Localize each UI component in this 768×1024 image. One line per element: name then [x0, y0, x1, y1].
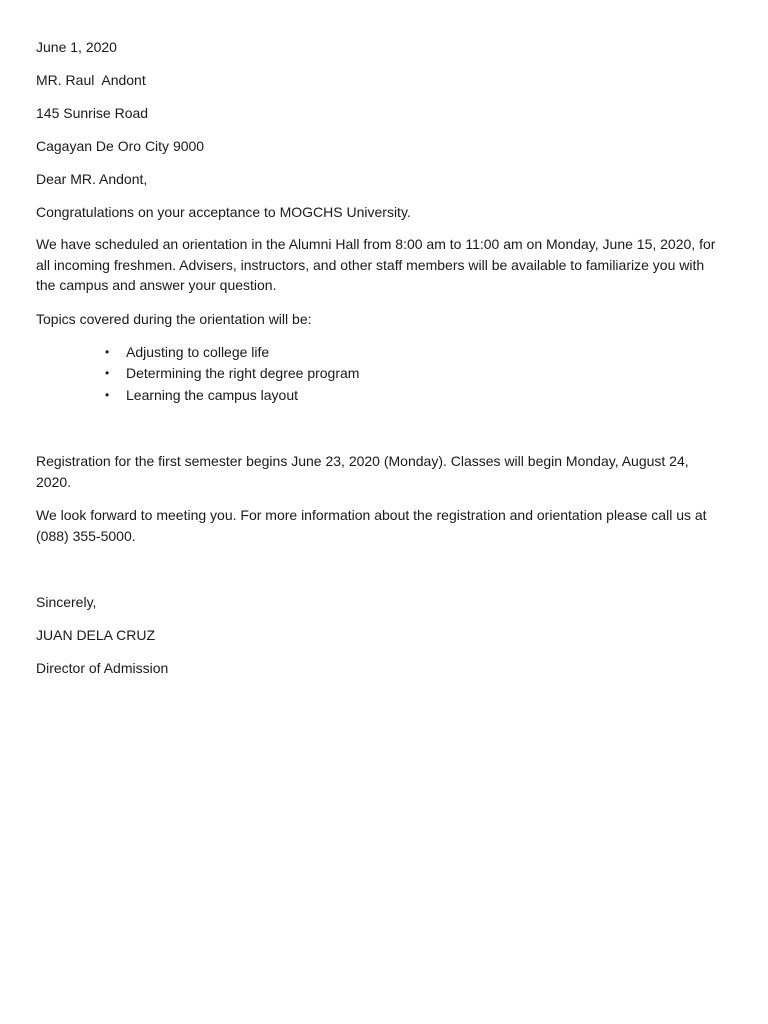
topics-list: [36, 342, 732, 407]
bullet-icon: •: [105, 387, 110, 402]
orientation-paragraph: We have scheduled an orientation in the Alumni Hall from 8:00 am to 11:00 am on Monday, June 15, 2020, for all incoming freshmen. Advisers, instructors, and other staff members will be available to familiarize you with the campus and answer your question.: [36, 236, 716, 293]
letter-date: June 1, 2020: [36, 39, 117, 55]
topics-intro: Topics covered during the orientation will be:: [36, 310, 312, 327]
bullet-icon: •: [105, 344, 110, 359]
list-item: [105, 342, 732, 364]
congratulations-paragraph: Congratulations on your acceptance to MOGCHS University.: [36, 204, 411, 220]
signer-title: Director of Admission: [36, 660, 169, 676]
topic-text: Learning the campus layout: [126, 386, 298, 403]
list-item: [105, 385, 732, 407]
list-item: [105, 363, 732, 385]
recipient-street: 145 Sunrise Road: [36, 105, 149, 121]
recipient-name: MR. Raul Andont: [36, 72, 146, 88]
topic-text: Adjusting to college life: [126, 343, 270, 360]
recipient-city: Cagayan De Oro City 9000: [36, 138, 205, 154]
registration-paragraph: Registration for the first semester begins June 23, 2020 (Monday). Classes will begin Monday, August 24, 2020.: [36, 453, 689, 490]
bullet-icon: •: [105, 366, 110, 380]
signoff: Sincerely,: [36, 594, 97, 610]
signer-name: JUAN DELA CRUZ: [36, 627, 156, 643]
topic-text: Determining the right degree program: [126, 365, 360, 381]
salutation: Dear MR. Andont,: [36, 171, 148, 187]
closing-paragraph: We look forward to meeting you. For more information about the registration and orientation please call us at (088) 355-5000.: [36, 507, 707, 544]
